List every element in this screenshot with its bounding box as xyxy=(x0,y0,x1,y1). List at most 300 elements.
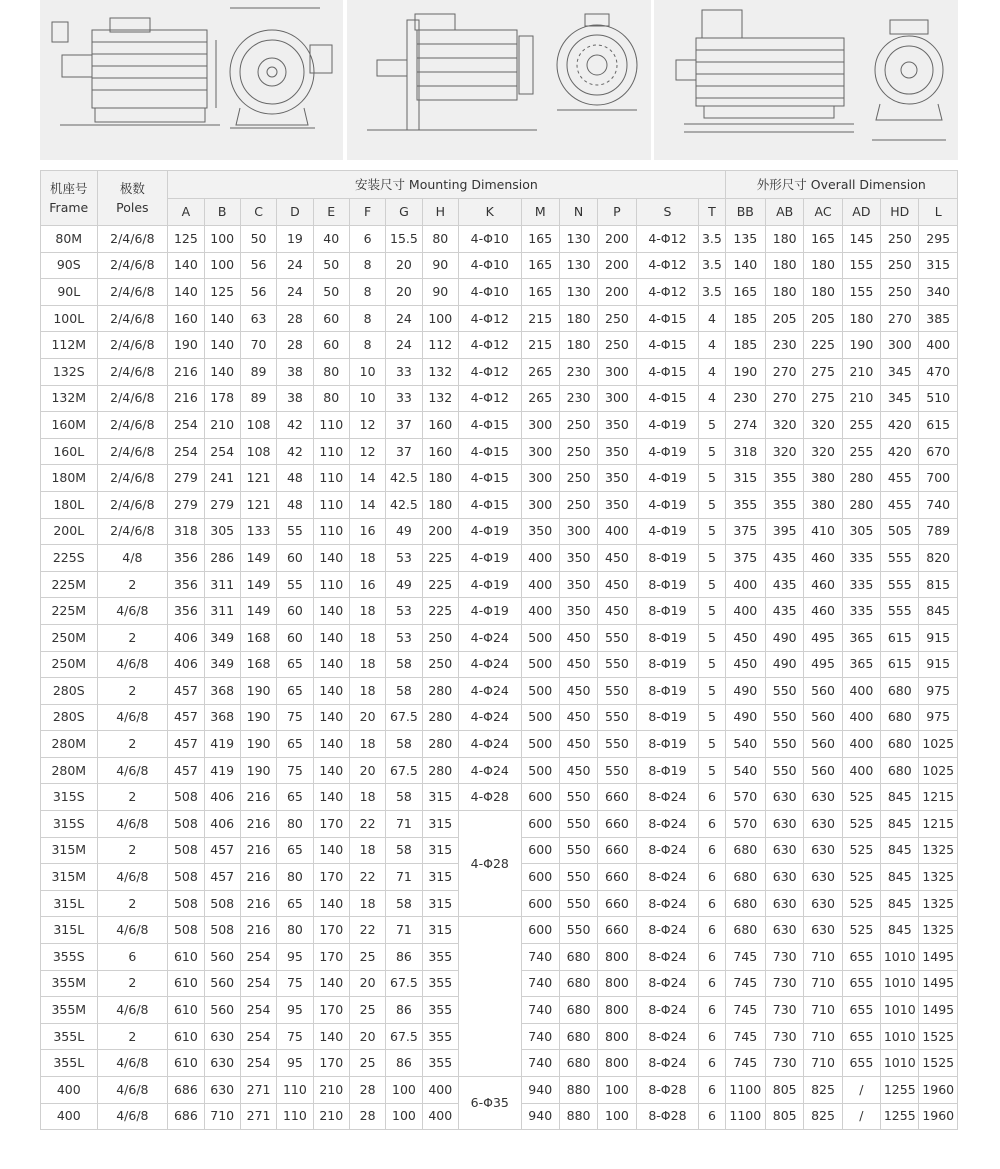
cell-t: 5 xyxy=(699,651,725,678)
cell-p: 550 xyxy=(598,678,636,705)
cell-h: 225 xyxy=(422,571,458,598)
cell-n: 880 xyxy=(559,1077,597,1104)
cell-e: 110 xyxy=(313,438,349,465)
cell-poles: 2/4/6/8 xyxy=(97,438,168,465)
cell-c: 271 xyxy=(240,1103,276,1130)
cell-b: 178 xyxy=(204,385,240,412)
cell-a: 125 xyxy=(168,226,204,253)
cell-k: 4-Φ19 xyxy=(458,545,521,572)
cell-bb: 135 xyxy=(725,226,765,253)
cell-bb: 745 xyxy=(725,944,765,971)
cell-hd: 250 xyxy=(881,279,919,306)
cell-hd: 555 xyxy=(881,598,919,625)
cell-e: 140 xyxy=(313,1023,349,1050)
col-header-f: F xyxy=(349,199,385,226)
cell-ad: 400 xyxy=(842,678,880,705)
cell-bb: 745 xyxy=(725,997,765,1024)
cell-g: 71 xyxy=(386,811,422,838)
cell-e: 140 xyxy=(313,545,349,572)
col-header-m: M xyxy=(521,199,559,226)
cell-b: 125 xyxy=(204,279,240,306)
cell-poles: 4/6/8 xyxy=(97,917,168,944)
cell-poles: 2/4/6/8 xyxy=(97,385,168,412)
cell-l: 915 xyxy=(919,651,958,678)
cell-ab: 320 xyxy=(766,412,804,439)
cell-e: 110 xyxy=(313,491,349,518)
cell-s: 8-Φ19 xyxy=(636,571,699,598)
cell-e: 140 xyxy=(313,624,349,651)
cell-d: 95 xyxy=(277,944,313,971)
cell-hd: 555 xyxy=(881,545,919,572)
cell-h: 280 xyxy=(422,704,458,731)
cell-g: 24 xyxy=(386,305,422,332)
cell-p: 660 xyxy=(598,864,636,891)
cell-frame: 132S xyxy=(41,358,98,385)
cell-p: 350 xyxy=(598,412,636,439)
cell-bb: 745 xyxy=(725,970,765,997)
cell-f: 10 xyxy=(349,358,385,385)
cell-h: 90 xyxy=(422,279,458,306)
cell-k: 4-Φ15 xyxy=(458,491,521,518)
cell-ab: 435 xyxy=(766,598,804,625)
cell-a: 160 xyxy=(168,305,204,332)
spec-table-body xyxy=(41,226,958,1130)
cell-b: 311 xyxy=(204,571,240,598)
cell-ab: 730 xyxy=(766,970,804,997)
cell-s: 8-Φ24 xyxy=(636,944,699,971)
cell-hd: 1010 xyxy=(881,1023,919,1050)
col-header-b: B xyxy=(204,199,240,226)
cell-m: 940 xyxy=(521,1103,559,1130)
cell-ac: 710 xyxy=(804,944,842,971)
cell-a: 356 xyxy=(168,571,204,598)
cell-n: 880 xyxy=(559,1103,597,1130)
cell-bb: 540 xyxy=(725,757,765,784)
cell-b: 406 xyxy=(204,811,240,838)
cell-b: 349 xyxy=(204,624,240,651)
cell-frame: 315M xyxy=(41,864,98,891)
cell-k: 4-Φ24 xyxy=(458,651,521,678)
cell-ac: 205 xyxy=(804,305,842,332)
cell-hd: 505 xyxy=(881,518,919,545)
cell-l: 315 xyxy=(919,252,958,279)
cell-m: 740 xyxy=(521,997,559,1024)
cell-l: 1960 xyxy=(919,1077,958,1104)
cell-poles: 4/6/8 xyxy=(97,704,168,731)
cell-ac: 320 xyxy=(804,412,842,439)
cell-p: 350 xyxy=(598,491,636,518)
table-row xyxy=(41,412,958,439)
cell-m: 265 xyxy=(521,358,559,385)
cell-a: 356 xyxy=(168,545,204,572)
table-row xyxy=(41,811,958,838)
cell-b: 419 xyxy=(204,757,240,784)
cell-g: 58 xyxy=(386,837,422,864)
cell-s: 4-Φ19 xyxy=(636,518,699,545)
cell-t: 5 xyxy=(699,731,725,758)
cell-poles: 4/6/8 xyxy=(97,864,168,891)
cell-a: 254 xyxy=(168,438,204,465)
cell-f: 8 xyxy=(349,305,385,332)
cell-ab: 550 xyxy=(766,731,804,758)
cell-h: 280 xyxy=(422,678,458,705)
cell-f: 22 xyxy=(349,864,385,891)
cell-t: 6 xyxy=(699,1103,725,1130)
cell-e: 170 xyxy=(313,997,349,1024)
motor-foot-mount-drawing xyxy=(40,0,343,160)
cell-m: 500 xyxy=(521,731,559,758)
cell-ab: 730 xyxy=(766,944,804,971)
table-row xyxy=(41,438,958,465)
cell-t: 5 xyxy=(699,491,725,518)
table-row xyxy=(41,252,958,279)
cell-l: 1215 xyxy=(919,784,958,811)
cell-ab: 550 xyxy=(766,704,804,731)
cell-ac: 630 xyxy=(804,890,842,917)
cell-l: 1325 xyxy=(919,917,958,944)
cell-d: 28 xyxy=(277,332,313,359)
cell-m: 300 xyxy=(521,412,559,439)
cell-a: 686 xyxy=(168,1077,204,1104)
cell-bb: 745 xyxy=(725,1050,765,1077)
cell-poles: 2/4/6/8 xyxy=(97,332,168,359)
cell-a: 508 xyxy=(168,917,204,944)
cell-ad: 525 xyxy=(842,864,880,891)
cell-m: 265 xyxy=(521,385,559,412)
cell-poles: 2 xyxy=(97,970,168,997)
cell-m: 400 xyxy=(521,545,559,572)
cell-s: 8-Φ24 xyxy=(636,864,699,891)
cell-ad: 655 xyxy=(842,997,880,1024)
cell-f: 20 xyxy=(349,1023,385,1050)
cell-ad: 400 xyxy=(842,757,880,784)
cell-f: 6 xyxy=(349,226,385,253)
cell-k: 4-Φ24 xyxy=(458,731,521,758)
cell-t: 6 xyxy=(699,917,725,944)
cell-c: 121 xyxy=(240,465,276,492)
cell-h: 160 xyxy=(422,438,458,465)
cell-k: 4-Φ19 xyxy=(458,571,521,598)
cell-b: 254 xyxy=(204,438,240,465)
cell-a: 406 xyxy=(168,651,204,678)
cell-bb: 400 xyxy=(725,598,765,625)
cell-t: 6 xyxy=(699,1023,725,1050)
cell-c: 216 xyxy=(240,811,276,838)
col-header-g: G xyxy=(386,199,422,226)
cell-a: 457 xyxy=(168,678,204,705)
cell-f: 8 xyxy=(349,279,385,306)
cell-a: 610 xyxy=(168,997,204,1024)
cell-g: 53 xyxy=(386,545,422,572)
cell-l: 400 xyxy=(919,332,958,359)
cell-e: 110 xyxy=(313,465,349,492)
cell-n: 550 xyxy=(559,837,597,864)
cell-b: 630 xyxy=(204,1077,240,1104)
cell-b: 419 xyxy=(204,731,240,758)
cell-s: 8-Φ24 xyxy=(636,811,699,838)
cell-c: 254 xyxy=(240,970,276,997)
cell-p: 450 xyxy=(598,545,636,572)
cell-l: 820 xyxy=(919,545,958,572)
cell-p: 200 xyxy=(598,279,636,306)
cell-d: 75 xyxy=(277,757,313,784)
col-header-bb: BB xyxy=(725,199,765,226)
cell-t: 3.5 xyxy=(699,226,725,253)
cell-p: 100 xyxy=(598,1103,636,1130)
cell-poles: 4/6/8 xyxy=(97,757,168,784)
cell-a: 254 xyxy=(168,412,204,439)
cell-d: 65 xyxy=(277,890,313,917)
cell-s: 4-Φ15 xyxy=(636,332,699,359)
cell-c: 70 xyxy=(240,332,276,359)
cell-n: 550 xyxy=(559,864,597,891)
cell-poles: 2/4/6/8 xyxy=(97,518,168,545)
cell-c: 168 xyxy=(240,651,276,678)
table-row xyxy=(41,332,958,359)
cell-p: 550 xyxy=(598,731,636,758)
cell-l: 815 xyxy=(919,571,958,598)
cell-poles: 2 xyxy=(97,1023,168,1050)
cell-p: 400 xyxy=(598,518,636,545)
cell-hd: 680 xyxy=(881,731,919,758)
cell-b: 630 xyxy=(204,1050,240,1077)
cell-t: 5 xyxy=(699,757,725,784)
cell-p: 250 xyxy=(598,332,636,359)
cell-frame: 225M xyxy=(41,571,98,598)
cell-d: 65 xyxy=(277,837,313,864)
cell-t: 6 xyxy=(699,997,725,1024)
table-row xyxy=(41,305,958,332)
cell-hd: 1255 xyxy=(881,1103,919,1130)
cell-l: 700 xyxy=(919,465,958,492)
cell-poles: 4/8 xyxy=(97,545,168,572)
col-header-n: N xyxy=(559,199,597,226)
cell-b: 560 xyxy=(204,970,240,997)
cell-e: 80 xyxy=(313,385,349,412)
cell-ad: 155 xyxy=(842,252,880,279)
cell-c: 216 xyxy=(240,917,276,944)
cell-l: 789 xyxy=(919,518,958,545)
cell-e: 110 xyxy=(313,412,349,439)
cell-c: 56 xyxy=(240,279,276,306)
cell-d: 95 xyxy=(277,1050,313,1077)
table-row xyxy=(41,385,958,412)
cell-k: 4-Φ12 xyxy=(458,385,521,412)
cell-s: 8-Φ19 xyxy=(636,757,699,784)
cell-frame: 132M xyxy=(41,385,98,412)
cell-s: 4-Φ12 xyxy=(636,226,699,253)
cell-poles: 4/6/8 xyxy=(97,1050,168,1077)
cell-n: 550 xyxy=(559,784,597,811)
col-header-ab: AB xyxy=(766,199,804,226)
cell-l: 615 xyxy=(919,412,958,439)
cell-t: 3.5 xyxy=(699,252,725,279)
cell-g: 67.5 xyxy=(386,757,422,784)
cell-ad: 655 xyxy=(842,970,880,997)
cell-l: 510 xyxy=(919,385,958,412)
cell-l: 1495 xyxy=(919,944,958,971)
cell-a: 457 xyxy=(168,704,204,731)
cell-b: 100 xyxy=(204,252,240,279)
cell-c: 89 xyxy=(240,385,276,412)
cell-ab: 270 xyxy=(766,358,804,385)
frame-header-en: Frame xyxy=(49,200,89,215)
cell-e: 110 xyxy=(313,518,349,545)
cell-ab: 805 xyxy=(766,1077,804,1104)
cell-n: 250 xyxy=(559,412,597,439)
cell-c: 108 xyxy=(240,412,276,439)
cell-bb: 450 xyxy=(725,651,765,678)
cell-poles: 4/6/8 xyxy=(97,651,168,678)
cell-a: 610 xyxy=(168,1023,204,1050)
cell-poles: 2/4/6/8 xyxy=(97,491,168,518)
col-header-k: K xyxy=(458,199,521,226)
cell-m: 300 xyxy=(521,465,559,492)
cell-bb: 570 xyxy=(725,811,765,838)
cell-a: 279 xyxy=(168,491,204,518)
cell-g: 58 xyxy=(386,890,422,917)
cell-t: 5 xyxy=(699,678,725,705)
cell-f: 14 xyxy=(349,465,385,492)
cell-ab: 630 xyxy=(766,811,804,838)
cell-e: 140 xyxy=(313,837,349,864)
cell-p: 350 xyxy=(598,465,636,492)
cell-f: 20 xyxy=(349,970,385,997)
cell-a: 406 xyxy=(168,624,204,651)
cell-frame: 280M xyxy=(41,731,98,758)
cell-d: 19 xyxy=(277,226,313,253)
cell-a: 686 xyxy=(168,1103,204,1130)
cell-ac: 460 xyxy=(804,571,842,598)
cell-c: 50 xyxy=(240,226,276,253)
cell-ad: / xyxy=(842,1077,880,1104)
cell-t: 5 xyxy=(699,438,725,465)
cell-h: 225 xyxy=(422,598,458,625)
cell-frame: 225M xyxy=(41,598,98,625)
cell-frame: 280S xyxy=(41,678,98,705)
cell-n: 450 xyxy=(559,624,597,651)
cell-d: 48 xyxy=(277,491,313,518)
cell-a: 457 xyxy=(168,731,204,758)
cell-p: 200 xyxy=(598,226,636,253)
cell-bb: 450 xyxy=(725,624,765,651)
cell-ab: 630 xyxy=(766,837,804,864)
cell-b: 368 xyxy=(204,678,240,705)
cell-m: 600 xyxy=(521,811,559,838)
cell-h: 112 xyxy=(422,332,458,359)
cell-e: 170 xyxy=(313,944,349,971)
cell-ad: 525 xyxy=(842,837,880,864)
cell-p: 550 xyxy=(598,757,636,784)
cell-f: 20 xyxy=(349,704,385,731)
cell-m: 400 xyxy=(521,571,559,598)
cell-s: 4-Φ19 xyxy=(636,412,699,439)
cell-p: 800 xyxy=(598,970,636,997)
cell-p: 550 xyxy=(598,704,636,731)
poles-header-cn: 极数 xyxy=(119,181,145,196)
col-header-ac: AC xyxy=(804,199,842,226)
cell-c: 149 xyxy=(240,545,276,572)
cell-h: 355 xyxy=(422,997,458,1024)
cell-f: 10 xyxy=(349,385,385,412)
cell-n: 350 xyxy=(559,545,597,572)
cell-c: 254 xyxy=(240,1050,276,1077)
poles-header-en: Poles xyxy=(116,200,149,215)
cell-frame: 225S xyxy=(41,545,98,572)
cell-h: 180 xyxy=(422,465,458,492)
cell-f: 16 xyxy=(349,518,385,545)
cell-c: 190 xyxy=(240,704,276,731)
cell-l: 470 xyxy=(919,358,958,385)
cell-p: 660 xyxy=(598,784,636,811)
cell-f: 18 xyxy=(349,837,385,864)
cell-ad: 145 xyxy=(842,226,880,253)
cell-k: 4-Φ10 xyxy=(458,252,521,279)
cell-t: 4 xyxy=(699,332,725,359)
cell-m: 215 xyxy=(521,305,559,332)
cell-e: 210 xyxy=(313,1077,349,1104)
cell-d: 75 xyxy=(277,1023,313,1050)
cell-ab: 180 xyxy=(766,226,804,253)
cell-a: 279 xyxy=(168,465,204,492)
cell-e: 60 xyxy=(313,305,349,332)
cell-m: 500 xyxy=(521,624,559,651)
cell-p: 550 xyxy=(598,651,636,678)
cell-s: 8-Φ19 xyxy=(636,624,699,651)
cell-m: 215 xyxy=(521,332,559,359)
cell-f: 8 xyxy=(349,252,385,279)
cell-f: 18 xyxy=(349,784,385,811)
cell-hd: 680 xyxy=(881,704,919,731)
cell-b: 457 xyxy=(204,864,240,891)
cell-m: 740 xyxy=(521,944,559,971)
cell-hd: 680 xyxy=(881,757,919,784)
cell-hd: 615 xyxy=(881,651,919,678)
cell-s: 4-Φ15 xyxy=(636,305,699,332)
cell-ad: 335 xyxy=(842,598,880,625)
cell-t: 4 xyxy=(699,358,725,385)
cell-k: 6-Φ35 xyxy=(458,1077,521,1130)
cell-m: 600 xyxy=(521,917,559,944)
cell-f: 18 xyxy=(349,545,385,572)
cell-n: 130 xyxy=(559,279,597,306)
cell-k: 4-Φ12 xyxy=(458,332,521,359)
cell-ac: 380 xyxy=(804,465,842,492)
cell-hd: 845 xyxy=(881,864,919,891)
col-header-d: D xyxy=(277,199,313,226)
cell-s: 8-Φ24 xyxy=(636,970,699,997)
cell-poles: 2/4/6/8 xyxy=(97,305,168,332)
cell-ac: 630 xyxy=(804,811,842,838)
cell-hd: 455 xyxy=(881,491,919,518)
table-row xyxy=(41,678,958,705)
cell-hd: 680 xyxy=(881,678,919,705)
cell-a: 140 xyxy=(168,279,204,306)
header-row-1 xyxy=(41,171,958,199)
cell-hd: 1010 xyxy=(881,970,919,997)
cell-t: 6 xyxy=(699,1077,725,1104)
cell-g: 33 xyxy=(386,385,422,412)
cell-m: 740 xyxy=(521,970,559,997)
cell-frame: 90L xyxy=(41,279,98,306)
cell-e: 140 xyxy=(313,731,349,758)
cell-ac: 380 xyxy=(804,491,842,518)
cell-ac: 710 xyxy=(804,970,842,997)
motor-large-frame-drawing xyxy=(654,0,958,160)
cell-g: 58 xyxy=(386,784,422,811)
cell-c: 108 xyxy=(240,438,276,465)
cell-e: 170 xyxy=(313,917,349,944)
